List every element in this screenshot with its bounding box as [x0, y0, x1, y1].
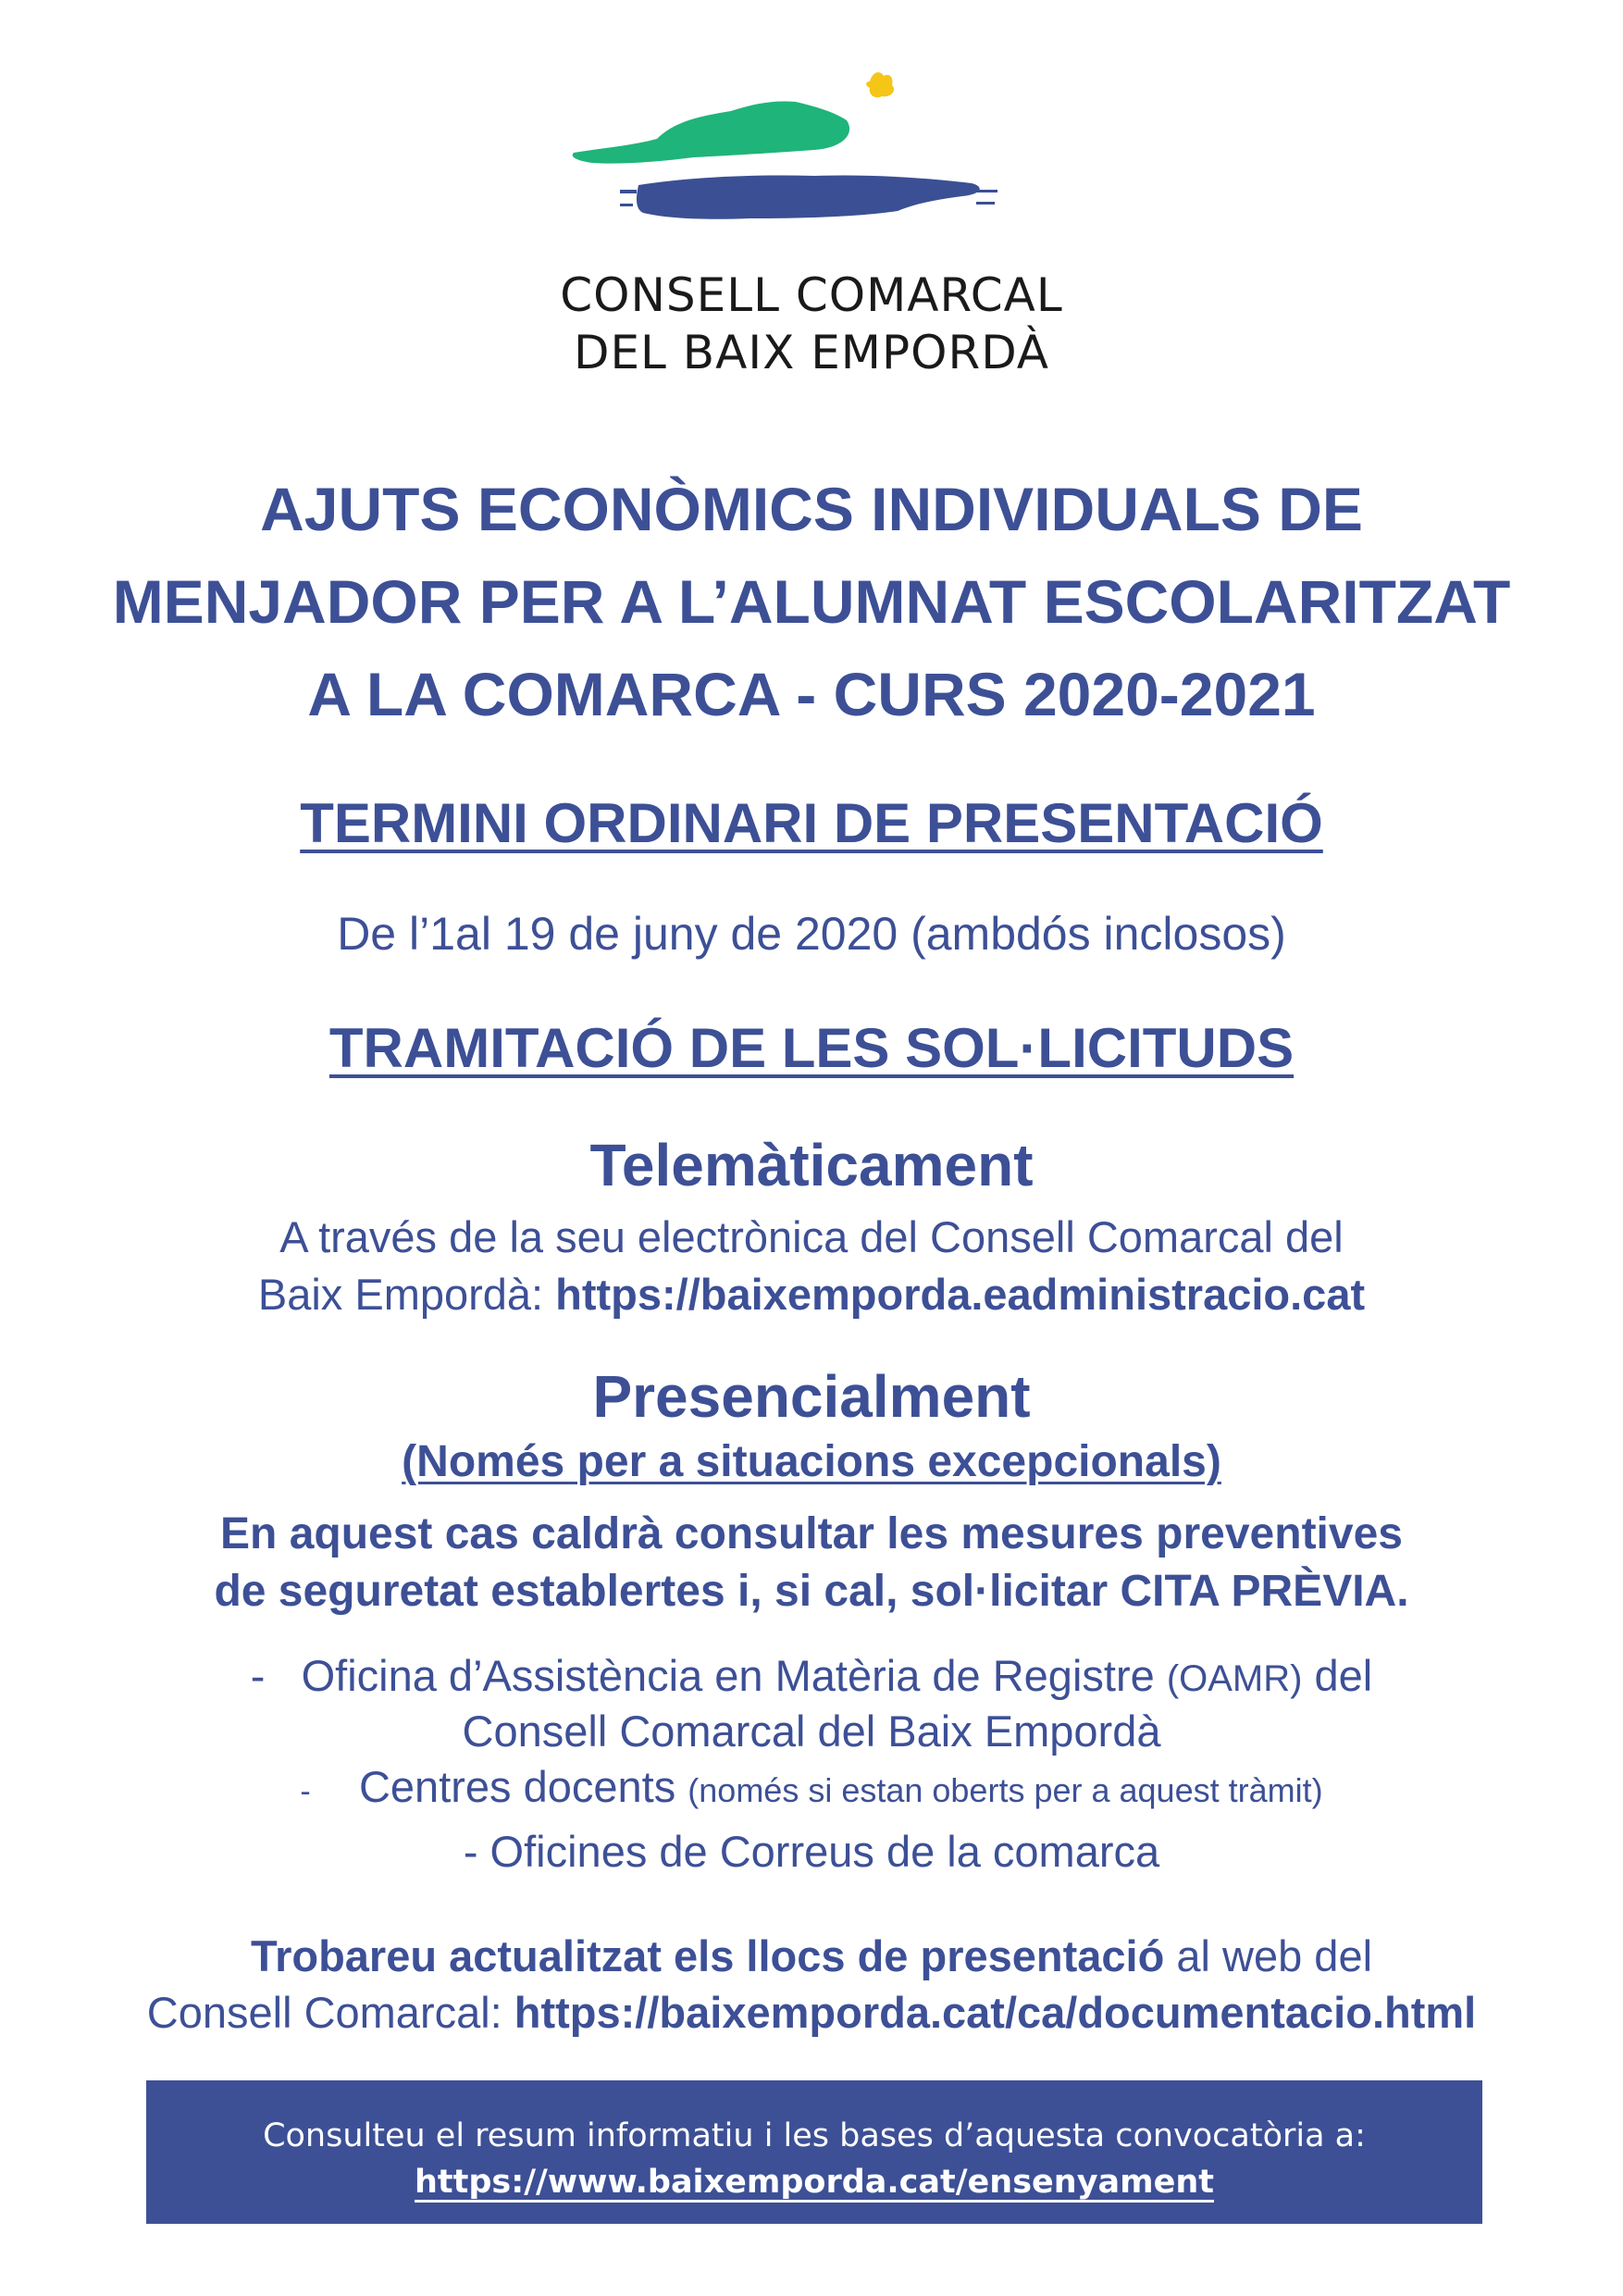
- oamr-label: Oficina d’Assistència en Matèria de Registre: [301, 1651, 1167, 1700]
- oamr-label-end: del: [1302, 1651, 1373, 1700]
- logo-green-shape: [573, 101, 849, 163]
- logo-text-line2: DEL BAIX EMPORDÀ: [573, 326, 1050, 379]
- telematic-title: Telemàticament: [589, 1132, 1034, 1198]
- telematic-line1: A través de la seu electrònica del Consell Comarcal del: [279, 1212, 1344, 1261]
- update-note-prefix: Consell Comarcal:: [146, 1988, 514, 2037]
- list-dash: -: [300, 1774, 311, 1809]
- main-title-line2: MENJADOR PER A L’ALUMNAT ESCOLARITZAT: [112, 567, 1511, 636]
- logo-blue-shape: [637, 175, 980, 218]
- footer-text: Consulteu el resum informatiu i les bases d’aquesta convocatòria a:: [263, 2117, 1366, 2154]
- seu-electronica-link[interactable]: https://baixemporda.eadministracio.cat: [555, 1270, 1366, 1319]
- presencial-note: (Només per a situacions excepcionals): [402, 1437, 1221, 1486]
- location-item-correus: - Oficines de Correus de la comarca: [463, 1827, 1160, 1876]
- update-note-bold: Trobareu actualitzat els llocs de presentació: [250, 1931, 1165, 1980]
- logo-text-line1: CONSELL COMARCAL: [560, 268, 1063, 322]
- oamr-abbrev: (OAMR): [1166, 1658, 1303, 1699]
- location-item-oamr: [0, 1649, 1623, 1706]
- location-item-oamr-line2: Consell Comarcal del Baix Empordà: [462, 1706, 1161, 1756]
- update-note-line2: [0, 1986, 1623, 2040]
- footer-ensenyament-link[interactable]: https://www.baixemporda.cat/ensenyament: [415, 2164, 1214, 2201]
- documentacio-link[interactable]: https://baixemporda.cat/ca/documentacio.html: [514, 1988, 1477, 2037]
- presencial-title: Presencialment: [592, 1363, 1031, 1430]
- warning-line2: de seguretat establertes i, si cal, sol·licitar CITA PRÈVIA.: [214, 1567, 1409, 1616]
- footer-banner: [146, 2080, 1482, 2224]
- centres-label: Centres docents: [358, 1762, 688, 1811]
- logo-yellow-shape: [866, 72, 894, 97]
- update-note-line1: [0, 1930, 1623, 1983]
- main-title-line3: A LA COMARCA - CURS 2020-2021: [307, 660, 1316, 728]
- list-dash: -: [250, 1651, 266, 1700]
- centres-note: (només si estan oberts per a aquest tràmit): [688, 1771, 1323, 1809]
- consell-comarcal-logo: [564, 65, 1083, 296]
- main-title-line1: AJUTS ECONÒMICS INDIVIDUALS DE: [260, 475, 1363, 543]
- location-item-centres: [0, 1760, 1623, 1818]
- warning-line1: En aquest cas caldrà consultar les mesures preventives: [220, 1509, 1403, 1558]
- termini-dates: De l’1al 19 de juny de 2020 (ambdós inclosos): [337, 908, 1286, 960]
- telematic-line2-prefix: Baix Empordà:: [257, 1270, 556, 1319]
- termini-heading: TERMINI ORDINARI DE PRESENTACIÓ: [300, 792, 1323, 854]
- telematic-line2: [0, 1268, 1623, 1322]
- update-note-rest: al web del: [1164, 1931, 1373, 1980]
- tramitacio-heading: TRAMITACIÓ DE LES SOL·LICITUDS: [328, 1017, 1295, 1079]
